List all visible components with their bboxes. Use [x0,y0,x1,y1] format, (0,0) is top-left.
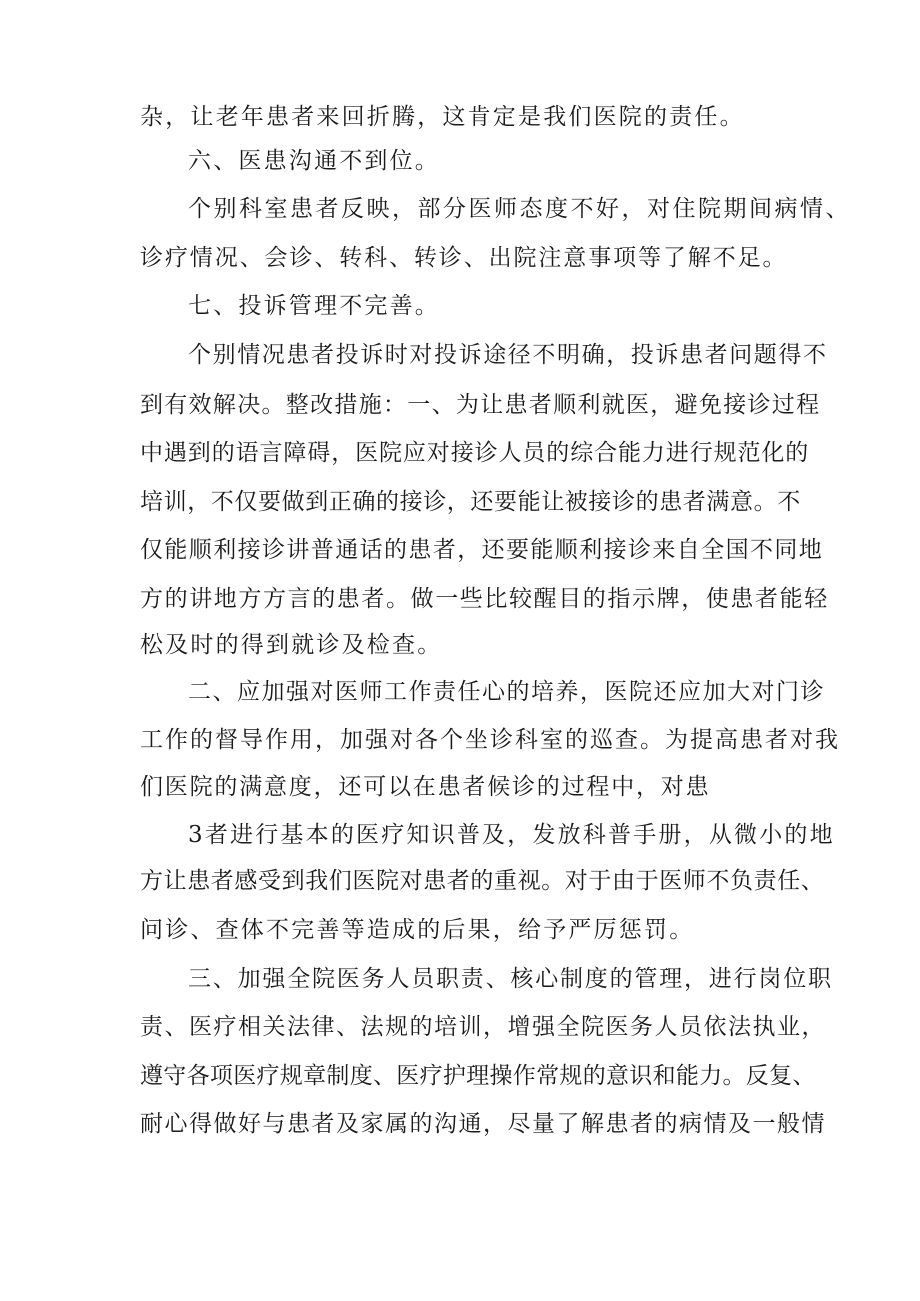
text-line: 个别科室患者反映，部分医师态度不好，对住院期间病情、 [188,196,851,222]
text-line: 杂，让老年患者来回折腾，这肯定是我们医院的责任。 [140,104,745,130]
text-line: 中遇到的语言障碍，医院应对接诊人员的综合能力进行规范化的 [140,440,810,466]
text-line: 问诊、查体不完善等造成的后果，给予严厉惩罚。 [140,917,695,943]
text-line: 方的讲地方方言的患者。做一些比较醒目的指示牌，使患者能轻 [140,586,829,612]
text-line: 到有效解决。整改措施：一、为让患者顺利就医，避免接诊过程 [140,392,821,418]
section-heading: 六、医患沟通不到位。 [188,148,440,174]
text-line: 3者进行基本的医疗知识普及，发放科普手册，从微小的地 [188,822,835,848]
text-line: 工作的督导作用，加强对各个坐诊科室的巡查。为提高患者对我 [140,727,840,753]
section-heading: 七、投诉管理不完善。 [188,293,440,319]
text-line: 培训，不仅要做到正确的接诊，还要能让被接诊的患者满意。不 [140,489,801,515]
text-line: 遵守各项医疗规章制度、医疗护理操作常规的意识和能力。反复、 [140,1063,816,1089]
text-line: 松及时的得到就诊及检查。 [140,632,443,658]
text-line: 仅能顺利接诊讲普通话的患者，还要能顺利接诊来自全国不同地 [140,537,824,563]
text-line: 方让患者感受到我们医院对患者的重视。对于由于医师不负责任、 [140,868,825,894]
text-line: 三、加强全院医务人员职责、核心制度的管理，进行岗位职 [188,966,833,992]
text-line: 个别情况患者投诉时对投诉途径不明确，投诉患者问题得不 [188,342,828,368]
text-line: 二、应加强对医师工作责任心的培养，医院还应加大对门诊 [188,679,825,705]
text-line: 责、医疗相关法律、法规的培训，增强全院医务人员依法执业， [140,1014,826,1040]
text-line: 耐心得做好与患者及家属的沟通，尽量了解患者的病情及一般情 [140,1111,826,1137]
text-line: 诊疗情况、会诊、转科、转诊、出院注意事项等了解不足。 [140,245,788,271]
text-line: 们医院的满意度，还可以在患者候诊的过程中，对患 [140,774,711,800]
